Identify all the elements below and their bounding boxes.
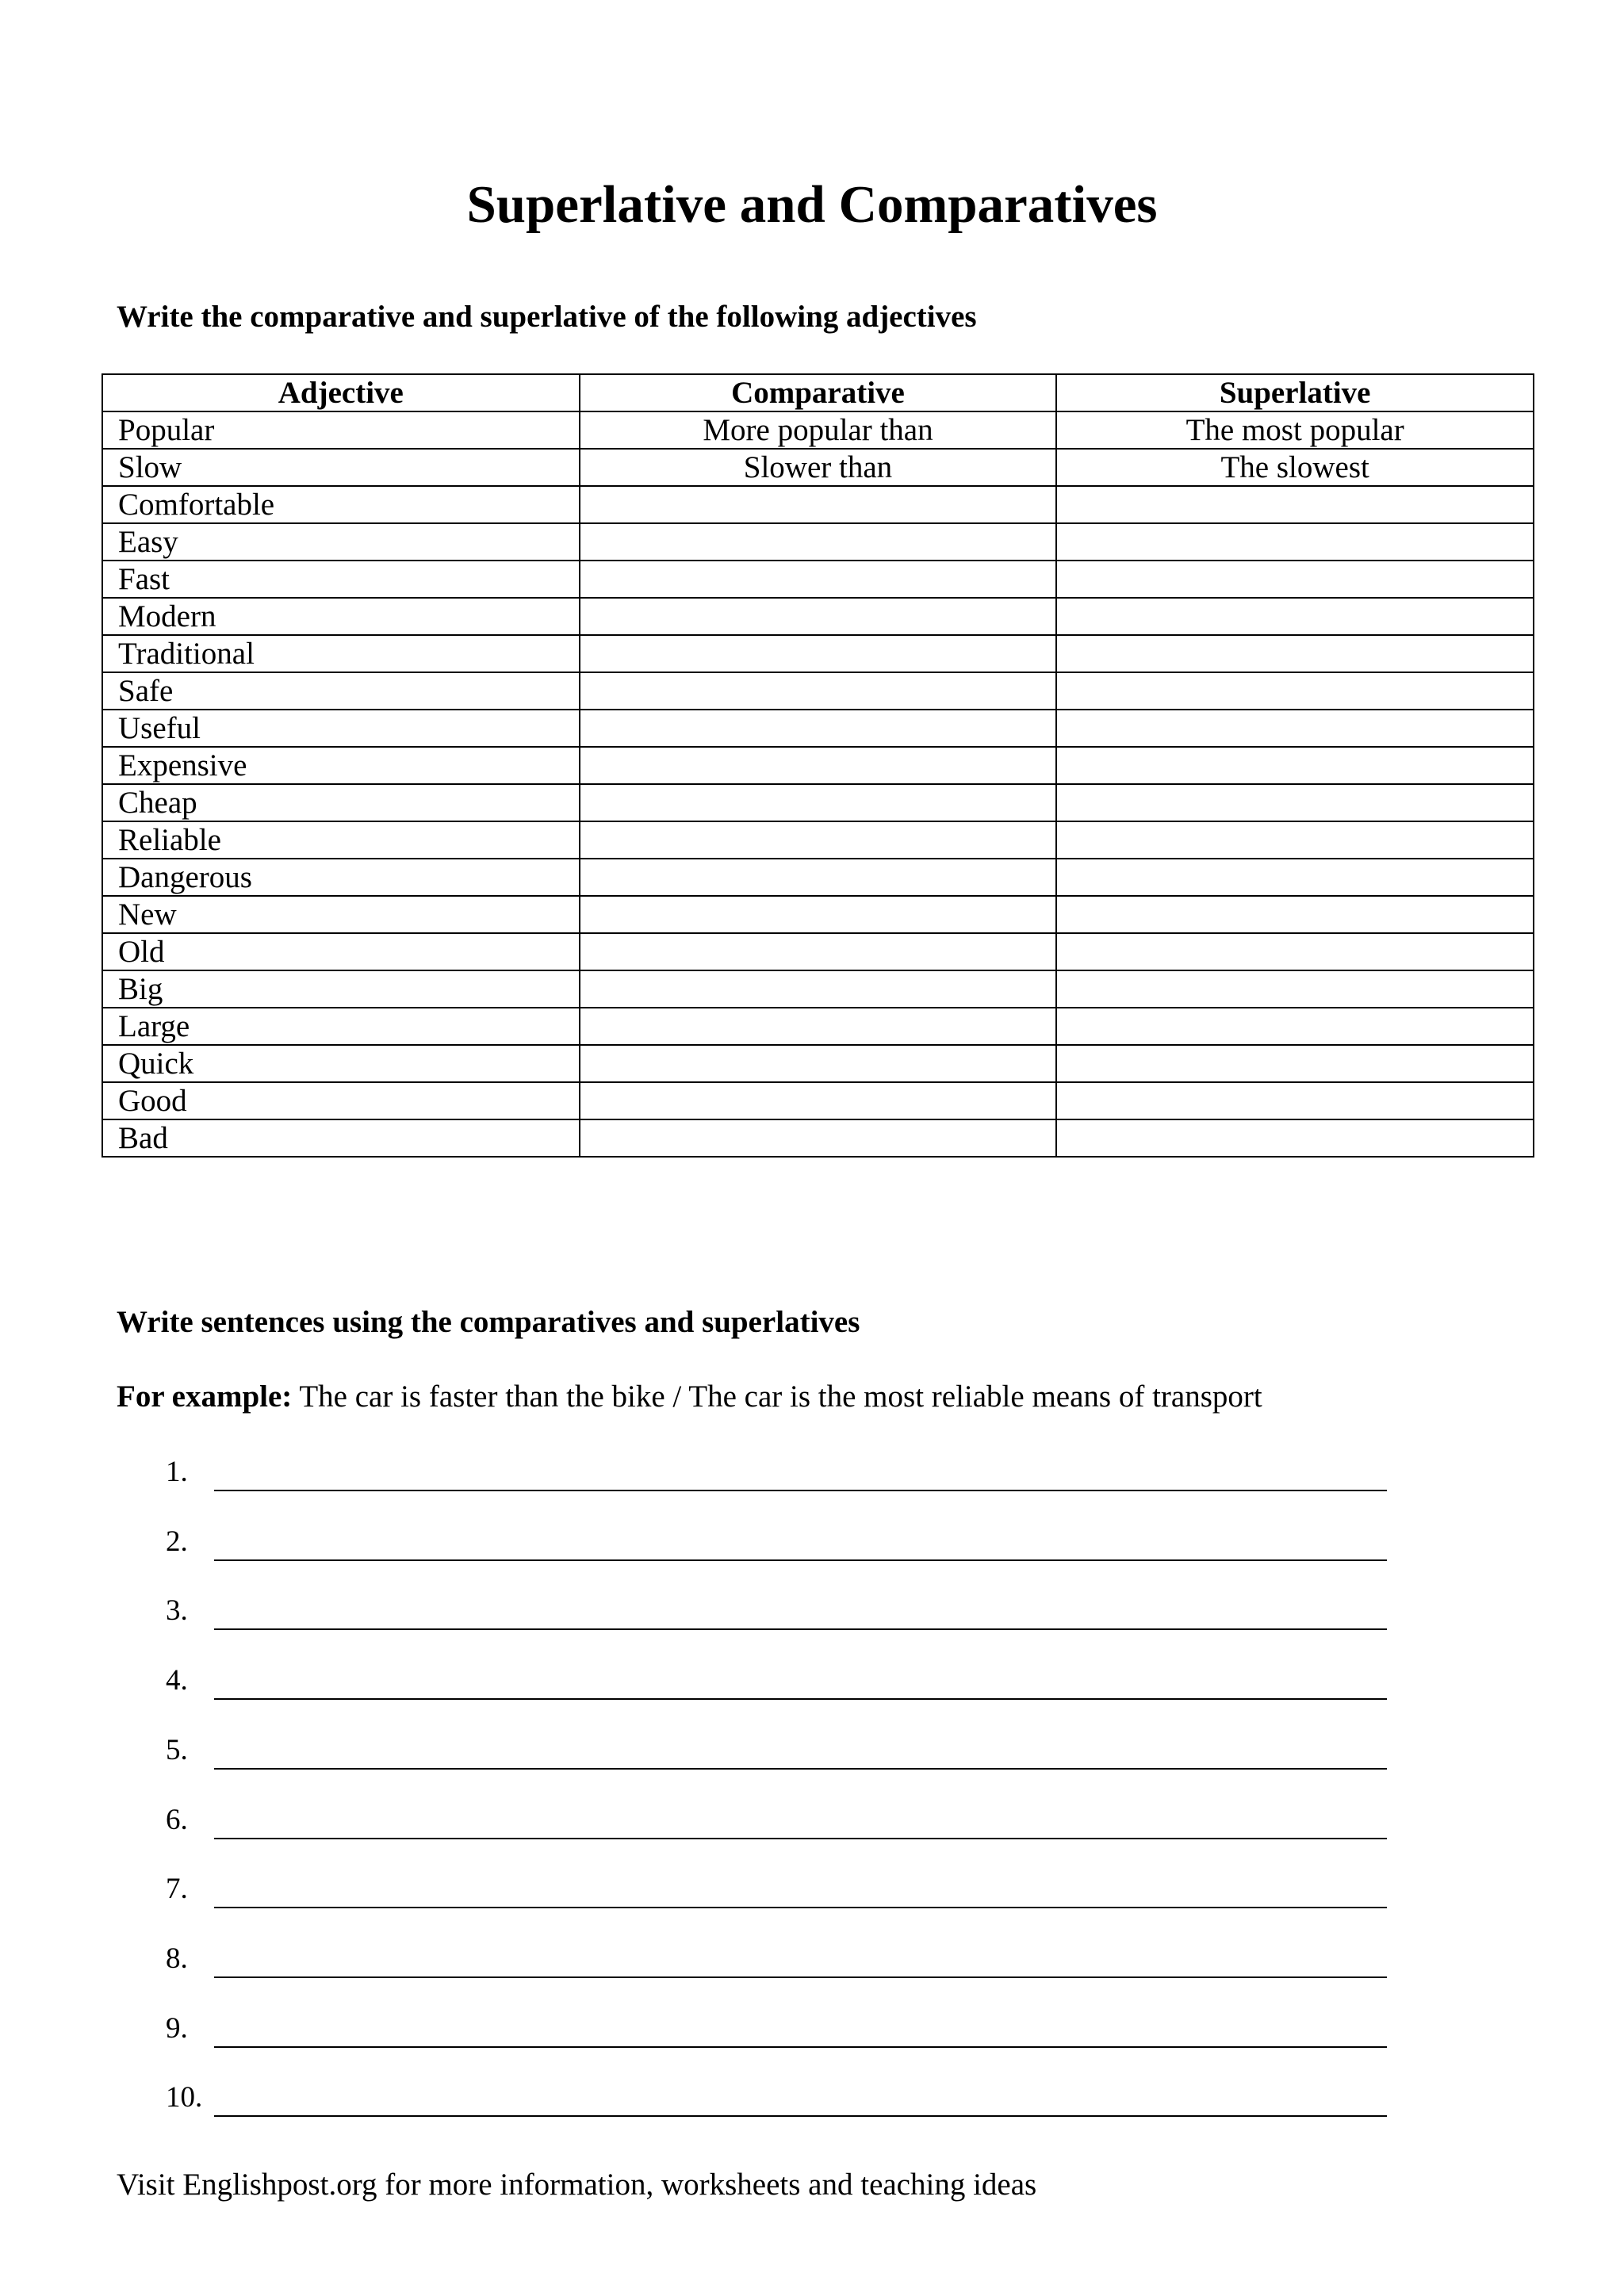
- table-row: [102, 523, 1534, 561]
- answer-line: [0, 1940, 1624, 1980]
- superlative-cell[interactable]: [1056, 896, 1534, 933]
- header-comparative: Comparative: [580, 374, 1057, 411]
- table-instruction: Write the comparative and superlative of the following adjectives: [117, 300, 977, 334]
- superlative-cell[interactable]: [1056, 747, 1534, 784]
- answer-blank[interactable]: [214, 1628, 1387, 1630]
- adjective-cell: Comfortable: [102, 486, 580, 523]
- comparative-cell[interactable]: [580, 672, 1057, 710]
- example-label: For example:: [117, 1380, 293, 1414]
- comparative-cell[interactable]: [580, 784, 1057, 821]
- answer-line: [0, 1523, 1624, 1563]
- sentences-instruction: Write sentences using the comparatives and superlatives: [117, 1305, 860, 1339]
- comparative-cell[interactable]: [580, 1008, 1057, 1045]
- adjective-cell: Expensive: [102, 747, 580, 784]
- adjective-cell: Reliable: [102, 821, 580, 859]
- answer-line: [0, 1870, 1624, 1910]
- example-sentence: [117, 1378, 1262, 1416]
- table-row: [102, 710, 1534, 747]
- superlative-cell[interactable]: [1056, 1045, 1534, 1082]
- answer-number: 8.: [166, 1942, 188, 1975]
- adjective-cell: Fast: [102, 561, 580, 598]
- adjective-cell: Dangerous: [102, 859, 580, 896]
- adjective-cell: Cheap: [102, 784, 580, 821]
- answer-line: [0, 2010, 1624, 2049]
- answer-blank[interactable]: [214, 1907, 1387, 1908]
- comparative-cell[interactable]: [580, 933, 1057, 970]
- answer-blank[interactable]: [214, 1490, 1387, 1491]
- table-row: [102, 598, 1534, 635]
- comparative-cell[interactable]: [580, 859, 1057, 896]
- superlative-cell[interactable]: [1056, 970, 1534, 1008]
- adjective-cell: Easy: [102, 523, 580, 561]
- answer-line: [0, 1592, 1624, 1632]
- comparative-cell[interactable]: [580, 635, 1057, 672]
- table-row: [102, 411, 1534, 449]
- superlative-cell[interactable]: [1056, 1082, 1534, 1119]
- comparative-cell[interactable]: [580, 561, 1057, 598]
- superlative-cell[interactable]: The slowest: [1056, 449, 1534, 486]
- table-row: [102, 561, 1534, 598]
- comparative-cell[interactable]: [580, 1082, 1057, 1119]
- adjective-cell: Safe: [102, 672, 580, 710]
- answer-line: [0, 1453, 1624, 1493]
- superlative-cell[interactable]: [1056, 672, 1534, 710]
- answer-blank[interactable]: [214, 1768, 1387, 1770]
- adjective-cell: Old: [102, 933, 580, 970]
- adjective-cell: Useful: [102, 710, 580, 747]
- answer-blank[interactable]: [214, 1976, 1387, 1978]
- answer-blank[interactable]: [214, 1698, 1387, 1700]
- table-row: [102, 672, 1534, 710]
- answer-number: 9.: [166, 2011, 188, 2045]
- answer-line: [0, 2079, 1624, 2118]
- comparative-cell[interactable]: [580, 523, 1057, 561]
- answer-line: [0, 1801, 1624, 1841]
- comparative-cell[interactable]: Slower than: [580, 449, 1057, 486]
- adjective-cell: Large: [102, 1008, 580, 1045]
- table-row: [102, 449, 1534, 486]
- superlative-cell[interactable]: [1056, 1008, 1534, 1045]
- superlative-cell[interactable]: [1056, 523, 1534, 561]
- answer-number: 1.: [166, 1456, 188, 1488]
- comparative-cell[interactable]: [580, 1045, 1057, 1082]
- adjective-cell: Quick: [102, 1045, 580, 1082]
- comparative-cell[interactable]: [580, 598, 1057, 635]
- adjective-table: [102, 373, 1534, 1158]
- comparative-cell[interactable]: [580, 747, 1057, 784]
- superlative-cell[interactable]: [1056, 821, 1534, 859]
- table-body: [102, 411, 1534, 1157]
- answer-number: 2.: [166, 1525, 188, 1558]
- header-superlative: Superlative: [1056, 374, 1534, 411]
- superlative-cell[interactable]: [1056, 710, 1534, 747]
- table-row: [102, 1119, 1534, 1157]
- adjective-cell: New: [102, 896, 580, 933]
- answer-number: 7.: [166, 1873, 188, 1906]
- adjective-cell: Good: [102, 1082, 580, 1119]
- adjective-cell: Popular: [102, 411, 580, 449]
- superlative-cell[interactable]: [1056, 1119, 1534, 1157]
- table-row: [102, 1045, 1534, 1082]
- answer-line: [0, 1662, 1624, 1701]
- adjective-cell: Bad: [102, 1119, 580, 1157]
- page-title: Superlative and Comparatives: [466, 175, 1158, 234]
- superlative-cell[interactable]: [1056, 784, 1534, 821]
- table-row: [102, 784, 1534, 821]
- answer-blank[interactable]: [214, 1559, 1387, 1561]
- answer-number: 6.: [166, 1803, 188, 1836]
- table-row: [102, 970, 1534, 1008]
- superlative-cell[interactable]: [1056, 635, 1534, 672]
- table-header-row: [102, 374, 1534, 411]
- answer-number: 10.: [166, 2081, 203, 2114]
- table-row: [102, 486, 1534, 523]
- table-row: [102, 896, 1534, 933]
- answer-blank[interactable]: [214, 2046, 1387, 2048]
- table-row: [102, 635, 1534, 672]
- footer-note: Visit Englishpost.org for more information, worksheets and teaching ideas: [117, 2168, 1037, 2202]
- comparative-cell[interactable]: [580, 1119, 1057, 1157]
- adjective-cell: Traditional: [102, 635, 580, 672]
- answer-line: [0, 1732, 1624, 1771]
- comparative-cell[interactable]: [580, 821, 1057, 859]
- adjective-cell: Modern: [102, 598, 580, 635]
- answer-number: 3.: [166, 1594, 188, 1628]
- superlative-cell[interactable]: The most popular: [1056, 411, 1534, 449]
- answer-number: 4.: [166, 1664, 188, 1697]
- answer-number: 5.: [166, 1733, 188, 1766]
- answer-blank[interactable]: [214, 1838, 1387, 1839]
- header-adjective: Adjective: [102, 374, 580, 411]
- superlative-cell[interactable]: [1056, 598, 1534, 635]
- table-row: [102, 747, 1534, 784]
- comparative-cell[interactable]: [580, 896, 1057, 933]
- table-row: [102, 821, 1534, 859]
- table-row: [102, 859, 1534, 896]
- adjective-cell: Slow: [102, 449, 580, 486]
- table-row: [102, 933, 1534, 970]
- answer-blank[interactable]: [214, 2115, 1387, 2117]
- comparative-cell[interactable]: [580, 970, 1057, 1008]
- superlative-cell[interactable]: [1056, 933, 1534, 970]
- table-row: [102, 1008, 1534, 1045]
- superlative-cell[interactable]: [1056, 859, 1534, 896]
- table-row: [102, 1082, 1534, 1119]
- comparative-cell[interactable]: [580, 710, 1057, 747]
- example-text: The car is faster than the bike / The car is the most reliable means of transport: [292, 1380, 1262, 1414]
- adjective-cell: Big: [102, 970, 580, 1008]
- comparative-cell[interactable]: More popular than: [580, 411, 1057, 449]
- superlative-cell[interactable]: [1056, 486, 1534, 523]
- comparative-cell[interactable]: [580, 486, 1057, 523]
- superlative-cell[interactable]: [1056, 561, 1534, 598]
